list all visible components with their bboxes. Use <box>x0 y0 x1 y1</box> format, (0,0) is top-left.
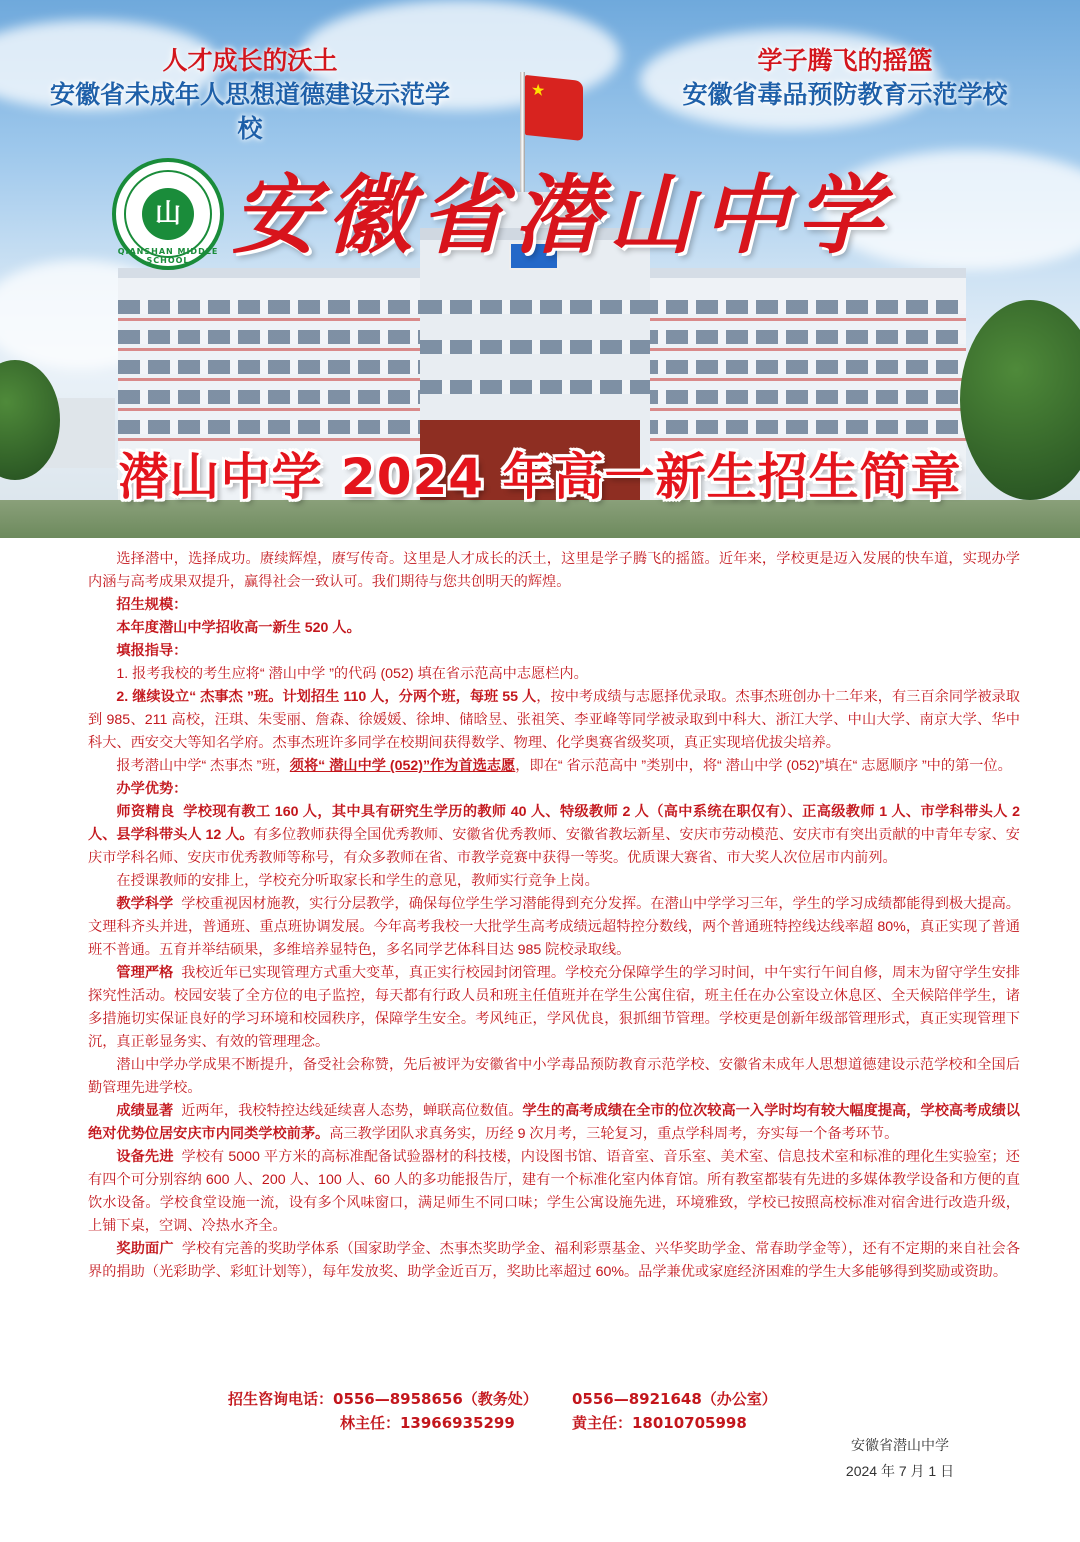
intro-paragraph: 选择潜中，选择成功。赓续辉煌，赓写传奇。这里是人才成长的沃土，这里是学子腾飞的摇篮。近年来，学校更是迈入发展的快车道，实现办学内涵与高考成果双提升，赢得社会一致认可。我们期待与您共创明天的辉煌。 <box>88 551 1020 590</box>
teachers-bold: 学校现有教工 160 人，其中具有研究生学历的教师 40 人、特级教师 2 人（高中系统在职仅有）、正高级教师 1 人、市学科带头人 2 人、县学科带头人 12 人。 <box>88 804 1020 843</box>
aid-label: 奖助面广 <box>116 1241 174 1257</box>
results-pre: 近两年，我校特控达线延续喜人态势，蝉联高位数值。 <box>181 1103 523 1119</box>
contact-person-2: 黄主任：18010705998 <box>572 1414 747 1432</box>
teaching-paragraph <box>88 893 1020 962</box>
scale-text: 本年度潜山中学招收高一新生 520 人。 <box>116 620 361 636</box>
management-paragraph <box>88 962 1020 1054</box>
teachers-paragraph-2: 在授课教师的安排上，学校充分听取家长和学生的意见，教师实行竞争上岗。 <box>116 873 599 889</box>
school-name: 安徽省潜山中学 <box>232 165 890 266</box>
honor-paragraph: 潜山中学办学成果不断提升，备受社会称赞，先后被评为安徽省中小学毒品预防教育示范学校、安徽省未成年人思想道德建设示范学校和全国后勤管理先进学校。 <box>88 1057 1020 1096</box>
guide-item-2-rest: ，按中考成绩与志愿择优录取。杰事杰班创办十二年来，有三百余同学被录取到 985、211 高校，汪琪、朱雯丽、詹森、徐媛媛、徐坤、储晗昱、张祖笑、李亚峰等同学被录取到中科大、浙江大学、中山大学、南京大学、华中科大、西安交大等知名学府。杰事杰班许多同学在校期间获得数学、物理、化学奥赛省级奖项，真正实现培优拔尖培养。 <box>88 689 1020 751</box>
facility-label: 设备先进 <box>116 1149 174 1165</box>
guide-item-2 <box>88 686 1020 755</box>
teaching-label: 教学科学 <box>116 896 174 912</box>
signature-org: 安徽省潜山中学 <box>851 1437 949 1453</box>
guide-item-1: 1. 报考我校的考生应将“ 潜山中学 ”的代码 (052) 填在省示范高中志愿栏内。 <box>116 666 588 682</box>
signature-date: 2024 年 7 月 1 日 <box>845 1463 955 1479</box>
signature <box>820 1432 980 1484</box>
contact-phone-2: 0556—8921648（办公室） <box>572 1390 777 1408</box>
guide-item-3-pre: 报考潜山中学“ 杰事杰 ”班， <box>116 758 290 774</box>
national-flag-icon: ★ <box>525 75 583 141</box>
guide-item-3-rest: ，即在“ 省示范高中 ”类别中，将“ 潜山中学 (052)”填在“ 志愿顺序 ”中的第一位。 <box>515 758 1012 774</box>
school-emblem-icon: 山 <box>142 188 194 240</box>
left-tagline-line2: 安徽省未成年人思想道德建设示范学校 <box>49 80 450 143</box>
results-paragraph <box>88 1100 1020 1146</box>
guide-item-2-bold: 2. 继续设立“ 杰事杰 ”班。计划招生 110 人，分两个班，每班 55 人 <box>116 689 537 705</box>
left-tagline-line1: 人才成长的沃土 <box>162 46 338 75</box>
facility-paragraph <box>88 1146 1020 1238</box>
scale-heading: 招生规模： <box>116 597 188 613</box>
management-text: 我校近年已实现管理方式重大变革，真正实行校园封闭管理。学校充分保障学生的学习时间，中午实行午间自修，周末为留守学生安排探究性活动。校园安装了全方位的电子监控，每天都有行政人员和班主任值班并在学生公寓住宿，班主任在办公室设立休息区、全天候陪伴学生，诸多措施切实保证良好的学习环境和校园秩序，保障学生安全。考风纯正，学风优良，狠抓细节管理。学校更是创新年级部管理形式，真正实现管理下沉，真正彰显务实、有效的管理理念。 <box>88 965 1020 1050</box>
brochure-body <box>88 548 1020 1284</box>
guide-heading: 填报指导： <box>116 643 188 659</box>
page-title: 潜山中学 2024 年高一新生招生简章 <box>118 448 962 506</box>
teachers-paragraph <box>88 801 1020 870</box>
aid-text: 学校有完善的奖助学体系（国家助学金、杰事杰奖助学金、福利彩票基金、兴华奖助学金、常春助学金等），还有不定期的来自社会各界的捐助（光彩助学、彩虹计划等），每年发放奖、助学金近百万，奖助比率超过 60%。品学兼优或家庭经济困难的学生大多能够得到奖励或资助。 <box>88 1241 1020 1280</box>
teachers-rest: 有多位教师获得全国优秀教师、安徽省优秀教师、安徽省教坛新星、安庆市劳动模范、安庆市有突出贡献的中青年专家、安庆市学科名师、安庆市优秀教师等称号，有众多教师在省、市教学竞赛中获得一等奖。优质课大赛省、市大奖人次位居市内前列。 <box>88 827 1020 866</box>
right-tagline <box>640 44 1050 112</box>
header-banner <box>0 0 1080 538</box>
aid-paragraph <box>88 1238 1020 1284</box>
right-tagline-line2: 安徽省毒品预防教育示范学校 <box>682 80 1008 109</box>
facility-text: 学校有 5000 平方米的高标准配备试验器材的科技楼，内设图书馆、语音室、音乐室、美术室、信息技术室和标准的理化生实验室；还有四个可分别容纳 600 人、200 人、100 人、60 人的多功能报告厅，建有一个标准化室内体育馆。所有教室都装有先进的多媒体教学设备和方便的直饮水设备。学校食堂设施一流，设有多个风味窗口，满足师生不同口味；学生公寓设施先进，环境雅致，学校已按照高校标准对宿舍进行改造升级，上铺下桌，空调、冷热水齐全。 <box>88 1149 1020 1234</box>
logo-text: QIANSHAN MIDDLE SCHOOL <box>117 247 219 265</box>
results-label: 成绩显著 <box>116 1103 174 1119</box>
school-logo <box>112 158 224 270</box>
management-label: 管理严格 <box>116 965 174 981</box>
contact-phone-1: 招生咨询电话：0556—8958656（教务处） <box>228 1390 538 1408</box>
guide-item-3-underline: 须将“ 潜山中学 (052)”作为首选志愿 <box>289 758 516 774</box>
guide-item-3 <box>88 755 1020 778</box>
left-tagline <box>40 44 460 146</box>
teaching-text: 学校重视因材施教，实行分层教学，确保每位学生学习潜能得到充分发挥。在潜山中学学习三年，学生的学习成绩都能得到极大提高。文理科齐头并进，普通班、重点班协调发展。今年高考我校一大批学生高考成绩远超特控分数线，两个普通班特控线达线率超 80%，真正实现了普通班不普通。五育并举结硕果，多维培养显特色，多名同学艺体科目达 985 院校录取线。 <box>88 896 1020 958</box>
results-rest: 高三教学团队求真务实，历经 9 次月考，三轮复习，重点学科周考，夯实每一个备考环节。 <box>329 1126 899 1142</box>
contact-person-1: 林主任：13966935299 <box>340 1414 515 1432</box>
advantage-heading: 办学优势： <box>116 781 188 797</box>
results-bold: 学生的高考成绩在全市的位次较高一入学时均有较大幅度提高，学校高考成绩以绝对优势位居安庆市内同类学校前茅。 <box>88 1103 1020 1142</box>
teachers-label: 师资精良 <box>116 804 175 820</box>
right-tagline-line1: 学子腾飞的摇篮 <box>757 46 933 75</box>
